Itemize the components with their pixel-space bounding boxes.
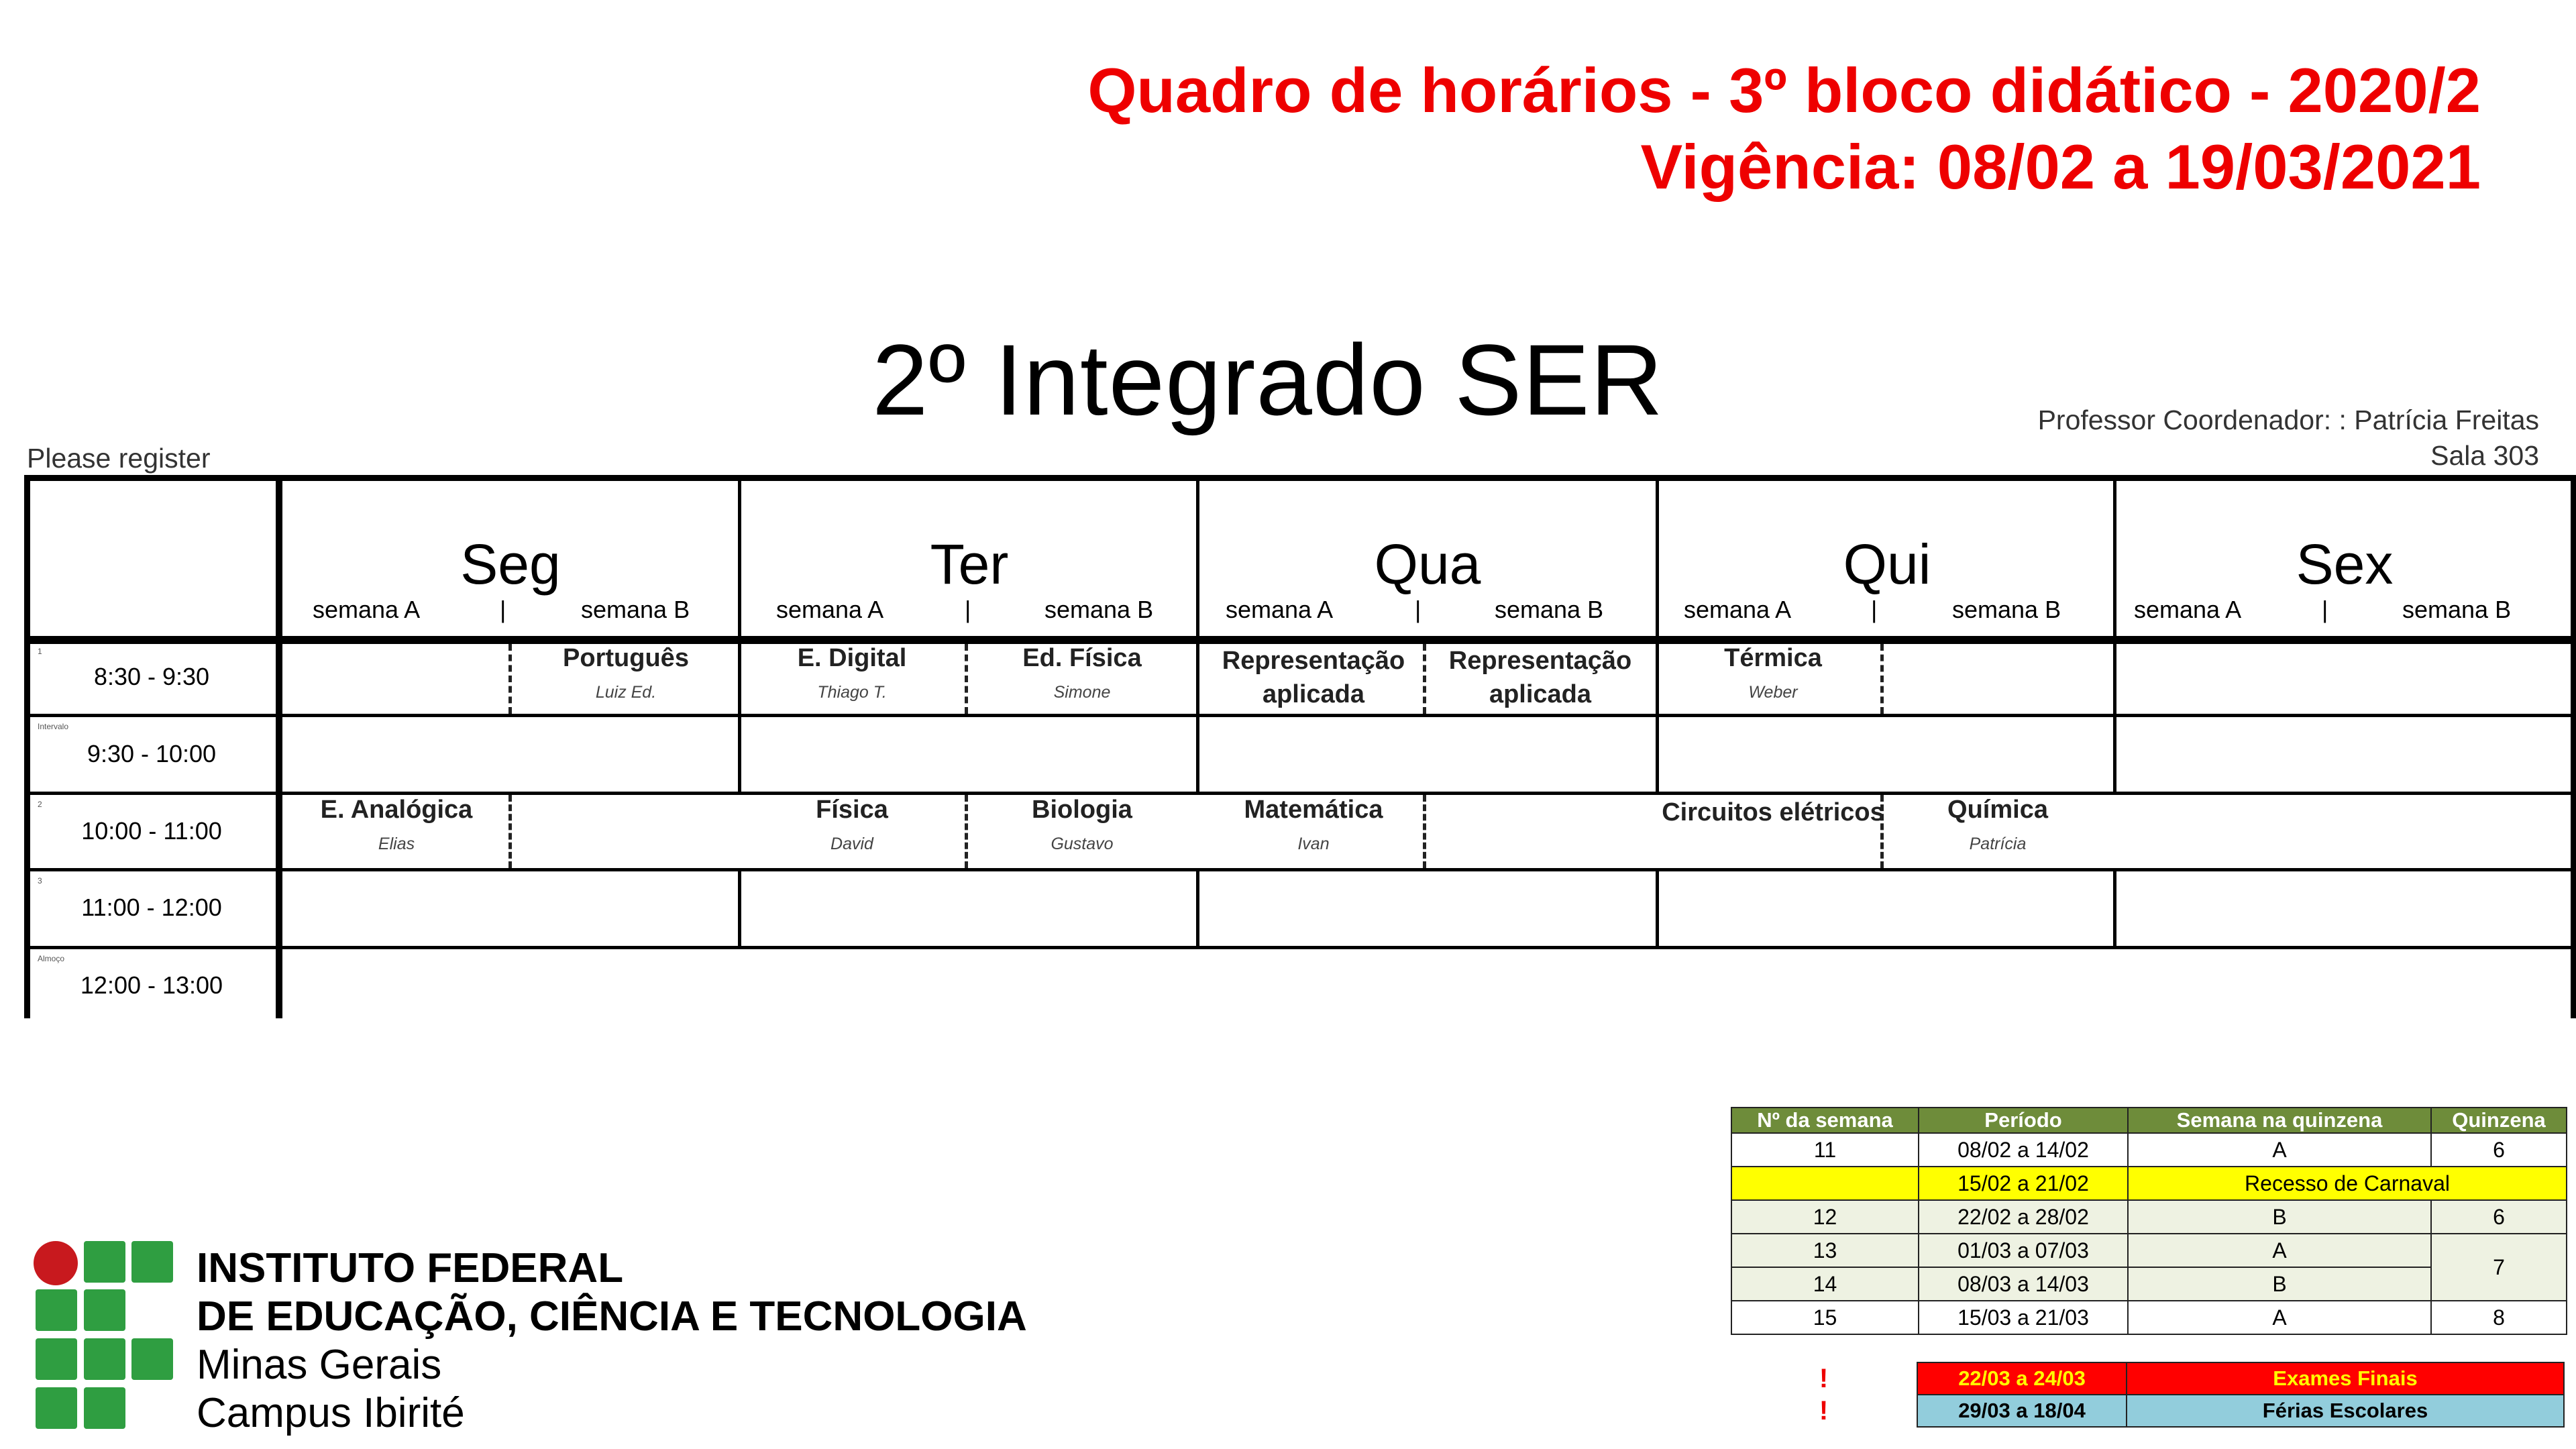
- subject-label: Térmica: [1724, 644, 1822, 672]
- week-half: A: [2128, 1301, 2431, 1334]
- schedule-header: [1087, 52, 2481, 205]
- week-period: 22/02 a 28/02: [1919, 1200, 2128, 1234]
- table-row: [1731, 1200, 2567, 1234]
- fortnight: 6: [2431, 1200, 2567, 1234]
- subject-label: Representação aplicada: [1222, 647, 1405, 708]
- grid-line: [1196, 868, 1199, 946]
- week-period: 15/02 a 21/02: [1919, 1167, 2128, 1200]
- subject-label: Matemática: [1244, 796, 1383, 824]
- alert-label: Férias Escolares: [2127, 1395, 2564, 1427]
- alert-row: [1731, 1395, 2564, 1427]
- logo-square: [84, 1387, 125, 1429]
- week-a-label: semana A: [1684, 596, 1792, 623]
- teacher-label: Luiz Ed.: [595, 683, 657, 702]
- week-period: 08/02 a 14/02: [1919, 1133, 2128, 1167]
- grid-line: [2113, 475, 2116, 792]
- week-number: 11: [1731, 1133, 1919, 1167]
- row-index: 2: [38, 800, 42, 809]
- grid-line: [24, 475, 30, 1018]
- week-half: B: [2128, 1267, 2431, 1301]
- table-row: [1731, 1133, 2567, 1167]
- week-a-label: semana A: [313, 596, 421, 623]
- fortnight: 8: [2431, 1301, 2567, 1334]
- week-separator: |: [1415, 596, 1421, 623]
- grid-line: [738, 868, 741, 946]
- institution-campus: Campus Ibirité: [197, 1390, 465, 1436]
- row-time: 8:30 - 9:30: [93, 663, 210, 690]
- teacher-label: David: [830, 835, 873, 853]
- subject-label: Circuitos elétricos: [1662, 798, 1884, 826]
- holiday-label: Recesso de Carnaval: [2128, 1167, 2567, 1200]
- grid-line: [24, 714, 2576, 717]
- grid-line: [276, 475, 282, 1018]
- teacher-label: Ivan: [1297, 835, 1330, 853]
- day-header-ter: Ter: [930, 533, 1009, 596]
- room-label: Sala 303: [2430, 440, 2539, 471]
- subject-label: Biologia: [1032, 796, 1132, 824]
- institution-line: INSTITUTO FEDERAL: [197, 1245, 624, 1291]
- grid-line: [1196, 475, 1199, 792]
- teacher-label: Thiago T.: [817, 683, 887, 702]
- logo-red-dot: [34, 1241, 78, 1285]
- week-number: [1731, 1167, 1919, 1200]
- row-time: 10:00 - 11:00: [81, 817, 222, 845]
- day-header-qua: Qua: [1374, 533, 1481, 596]
- logo-square: [84, 1289, 125, 1331]
- day-header-sex: Sex: [2296, 533, 2394, 596]
- grid-line: [24, 946, 2576, 949]
- row-index: 1: [38, 647, 42, 656]
- coordinator-name: Professor Coordenador: : Patrícia Freitas: [2037, 405, 2539, 435]
- week-number: 12: [1731, 1200, 1919, 1234]
- fortnight: 6: [2431, 1133, 2567, 1167]
- teacher-label: Weber: [1748, 683, 1798, 702]
- subject-label: Português: [563, 644, 689, 672]
- subject-label: Química: [1947, 796, 2048, 824]
- table-row: [1731, 1234, 2567, 1267]
- week-b-label: semana B: [2402, 596, 2512, 623]
- alert-mark: !: [1819, 1363, 1829, 1393]
- row-index: Almoço: [38, 954, 65, 963]
- week-a-label: semana A: [776, 596, 884, 623]
- col-header: Nº da semana: [1731, 1108, 1919, 1133]
- grid-line: [1656, 868, 1659, 946]
- grid-line: [24, 792, 2576, 795]
- col-header: Quinzena: [2431, 1108, 2567, 1133]
- register-note: Please register: [27, 443, 211, 474]
- teacher-label: Simone: [1053, 683, 1111, 702]
- alerts-table: [1731, 1362, 2565, 1428]
- week-number: 15: [1731, 1301, 1919, 1334]
- grid-line: [24, 475, 2576, 481]
- header-title: Quadro de horários - 3º bloco didático - 2020/2: [1087, 55, 2481, 125]
- class-title: 2º Integrado SER: [872, 323, 1664, 436]
- row-index: Intervalo: [38, 722, 69, 731]
- week-half: B: [2128, 1200, 2431, 1234]
- weeks-table-header: [1731, 1108, 2567, 1133]
- week-period: 01/03 a 07/03: [1919, 1234, 2128, 1267]
- teacher-label: Gustavo: [1051, 835, 1114, 853]
- alert-mark: !: [1819, 1395, 1829, 1426]
- row-index: 3: [38, 876, 42, 885]
- week-separator: |: [500, 596, 506, 623]
- subject-label: Representação aplicada: [1448, 647, 1632, 708]
- day-header-seg: Seg: [460, 533, 561, 596]
- grid-line: [1656, 475, 1659, 792]
- logo-square: [36, 1338, 77, 1380]
- week-half: A: [2128, 1234, 2431, 1267]
- logo-square: [36, 1289, 77, 1331]
- teacher-label: Patrícia: [1969, 835, 2027, 853]
- logo-square: [84, 1338, 125, 1380]
- coordinator-info: [2038, 402, 2539, 474]
- week-a-label: semana A: [1226, 596, 1334, 623]
- week-half: A: [2128, 1133, 2431, 1167]
- subject-label: E. Analógica: [320, 796, 473, 824]
- weeks-table: [1731, 1107, 2567, 1335]
- institution-state: Minas Gerais: [197, 1342, 442, 1388]
- subject-label: E. Digital: [797, 644, 907, 672]
- grid-line: [24, 868, 2576, 871]
- logo-square: [131, 1338, 173, 1380]
- subject-label: Ed. Física: [1022, 644, 1142, 672]
- grid-line: [2113, 868, 2116, 946]
- week-period: 08/03 a 14/03: [1919, 1267, 2128, 1301]
- week-b-label: semana B: [1495, 596, 1604, 623]
- week-b-label: semana B: [1952, 596, 2061, 623]
- table-row: [1731, 1301, 2567, 1334]
- institution-name: [197, 1244, 1027, 1438]
- week-separator: |: [1871, 596, 1878, 623]
- week-b-label: semana B: [581, 596, 690, 623]
- week-separator: |: [2322, 596, 2328, 623]
- alert-period: 29/03 a 18/04: [1917, 1395, 2127, 1427]
- week-b-label: semana B: [1044, 596, 1154, 623]
- col-header: Período: [1919, 1108, 2128, 1133]
- alert-label: Exames Finais: [2127, 1362, 2564, 1395]
- fortnight: 7: [2431, 1234, 2567, 1301]
- logo-square: [36, 1387, 77, 1429]
- table-row: [1731, 1167, 2567, 1200]
- subject-label: Física: [816, 796, 888, 824]
- teacher-label: Elias: [378, 835, 415, 853]
- day-header-qui: Qui: [1843, 533, 1931, 596]
- week-period: 15/03 a 21/03: [1919, 1301, 2128, 1334]
- row-time: 11:00 - 12:00: [81, 894, 222, 921]
- row-time: 12:00 - 13:00: [80, 971, 223, 999]
- col-header: Semana na quinzena: [2128, 1108, 2431, 1133]
- week-number: 14: [1731, 1267, 1919, 1301]
- schedule-grid: [24, 475, 2576, 1018]
- alert-row: [1731, 1362, 2564, 1395]
- week-number: 13: [1731, 1234, 1919, 1267]
- institution-line: DE EDUCAÇÃO, CIÊNCIA E TECNOLOGIA: [197, 1293, 1027, 1340]
- logo-square: [84, 1241, 125, 1283]
- week-a-label: semana A: [2134, 596, 2242, 623]
- grid-line: [738, 475, 741, 792]
- alert-period: 22/03 a 24/03: [1917, 1362, 2127, 1395]
- logo-square: [131, 1241, 173, 1283]
- row-time: 9:30 - 10:00: [87, 740, 217, 767]
- header-validity: Vigência: 08/02 a 19/03/2021: [1640, 131, 2481, 202]
- grid-line: [24, 636, 2576, 644]
- week-separator: |: [965, 596, 971, 623]
